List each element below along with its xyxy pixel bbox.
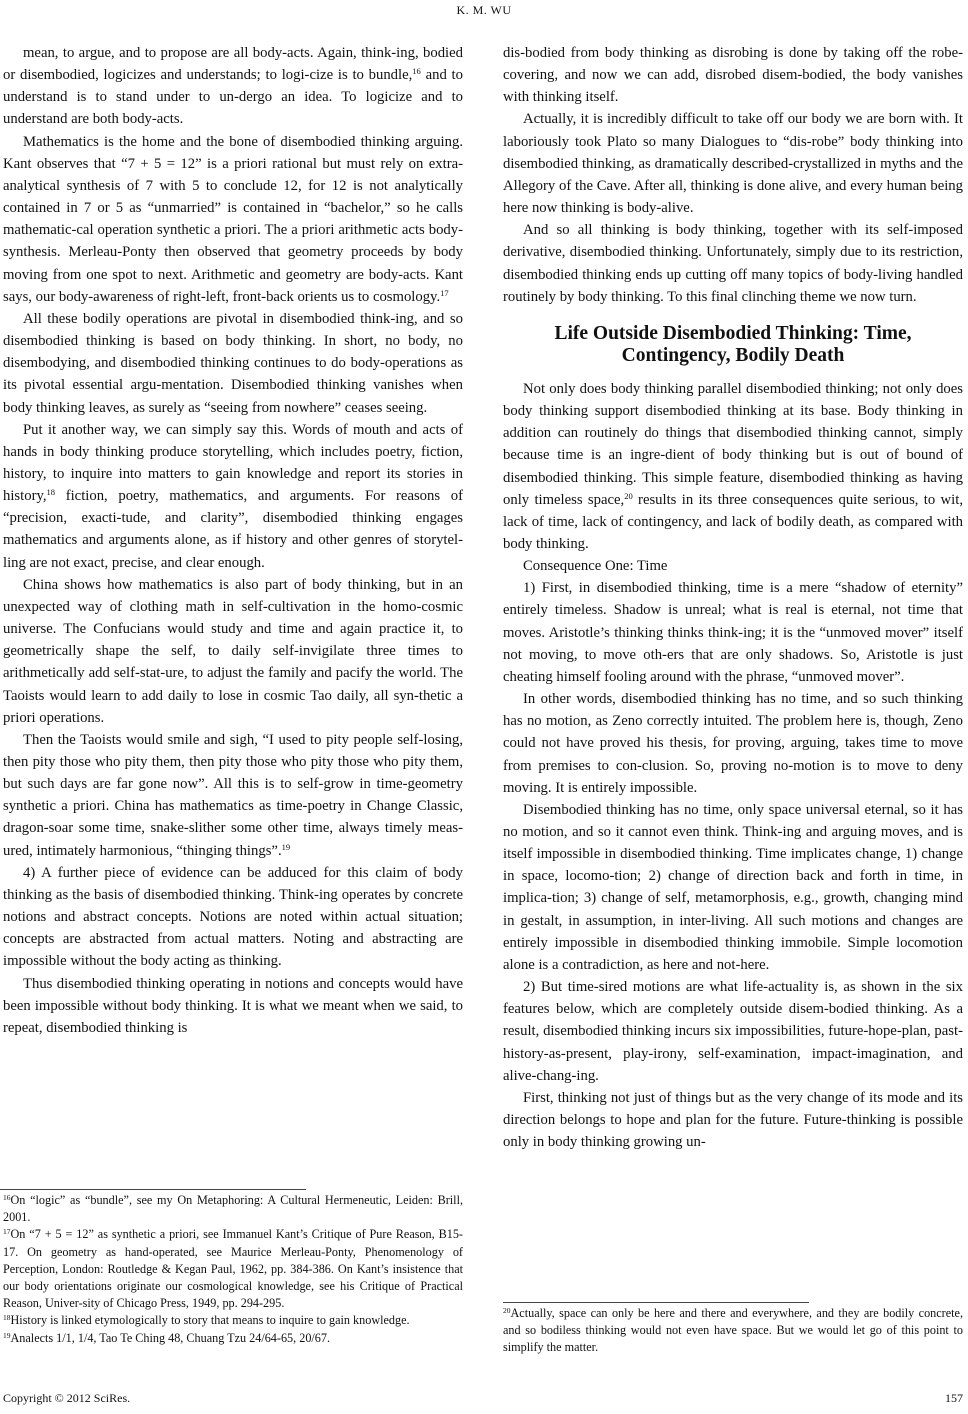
paragraph: In other words, disembodied thinking has no time, and so such thinking has no motion, as Zeno correctly intuited. The problem here is, though, Zeno could not have proved his thesis, for proving, arguing, takes time to move from premises to con-clusion. So, proving no-motion is to move to deny moving. It is entirely impossible. bbox=[503, 691, 963, 796]
section-heading: Life Outside Disembodied Thinking: Time, Contingency, Bodily Death bbox=[554, 322, 912, 366]
paragraph: 1) First, in disembodied thinking, time is a mere “shadow of eternity” entirely timeless. Shadow is unreal; what is real is eternal, not time that moves. Aristotle’s thinking thinks think-ing; it is the “unmoved mover” itself not moving, to move oth-ers that are only shadows. So, Aristotle is just cheating himself fooling around with the phrase, “unmoved mover”. bbox=[503, 580, 963, 685]
paragraph: Then the Taoists would smile and sigh, “I used to pity people self-losing, then pity those who pity them, then pity those who pity those who pity them, but such days are far gone now”. All this is to self-grow in time-geometry synthetic a priori. China has mathematics as time-poetry in Change Classic, dragon-soar some time, snake-slither some other time, always timely meas-ured, intimately harmonious, “thinging things”.$^{19}$ bbox=[3, 731, 463, 859]
footnote-marker: 16 bbox=[412, 66, 421, 77]
paragraph: 4) A further piece of evidence can be adduced for this claim of body thinking as the basis of disembodied thinking. Think-ing operates by concrete notions and abstract concepts. Notions are noted within actual situation; concepts are abstracted from actual matters. Noting and abstracting are impossible without the body acting as thinking. bbox=[3, 864, 463, 970]
footnote-divider bbox=[503, 1302, 809, 1303]
paragraph: mean, to argue, and to propose are all body-acts. Again, think-ing, bodied or disembodied, logicizes and understands; to logi-cize is to bundle,$^{16}$ and to understand is to stand under to un-dergo an idea. To logicize and to understand are both body-acts. bbox=[3, 45, 463, 128]
paragraph: Actually, it is incredibly difficult to take off our body we are born with. It laboriously took Plato so many Dialogues to “dis-robe” body thinking into disembodied thinking, as dramatically described-crystallized in myths and the Allegory of the Cave. After all, thinking is done alive, and every human being here now thinking is body-alive. bbox=[503, 111, 963, 217]
footnote-marker: 17 bbox=[440, 287, 449, 298]
footnotes-right bbox=[503, 1305, 963, 1357]
footnote-divider bbox=[0, 1189, 306, 1190]
paragraph: Put it another way, we can simply say this. Words of mouth and acts of hands in body thinking produce storytelling, which includes poetry, fiction, history, to inquire into matters to gain knowledge and report its stories in history,$^{18}$ fiction, poetry, mathematics, and arguments. For reasons of “precision, exacti-tude, and clarity”, disembodied thinking engages mathematics and arguments alone, as if history and other genres of storytel-ling are not exact, precise, and clear enough. bbox=[3, 421, 463, 571]
paragraph: 2) But time-sired motions are what life-actuality is, as shown in the six features below, which are completely outside disem-bodied thinking. As a result, disembodied thinking incurs six impossibilities, future-hope-plan, past-history-as-present, play-irony, self-examination, impact-imagination, and alive-chang-ing. bbox=[503, 979, 963, 1084]
footnote: $^{17}$On “7 + 5 = 12” as synthetic a priori, see Immanuel Kant’s Critique of Pure Reason, B15-17. On geometry as hand-operated, see Maurice Merleau-Ponty, Phenomenology of Perception, London: Routledge & Kegan Paul, 1962, pp. 384-386. On Kant’s insistence that our body orientations originate our cosmological knowledge, see his Critique of Practical Reason, Univer-sity of Chicago Press, 1949, pp. 294-295. bbox=[3, 1227, 463, 1311]
right-column bbox=[503, 42, 963, 1153]
footnote-marker: 20 bbox=[624, 490, 633, 501]
footnote-marker: 18 bbox=[46, 487, 56, 498]
page-number: 157 bbox=[945, 1391, 963, 1405]
paragraph: And so all thinking is body thinking, together with its self-imposed derivative, disembodied thinking. Unfortunately, simply due to its restriction, disembodied thinking ends up cutting off many topics of body-living handled routinely by body thinking. To this final clinching theme we now turn. bbox=[503, 222, 963, 305]
paragraph: dis-bodied from body thinking as disrobing is done by taking off the robe-covering, and now we can add, disrobed disem-bodied, the body vanishes with thinking itself. bbox=[503, 45, 963, 106]
paragraph: China shows how mathematics is also part of body thinking, but in an unexpected way of clothing math in self-cultivation in the homo-cosmic universe. The Confucians would study and time and again practice it, to geometrically shape the self, to daily self-invigilate three times to arithmetically add self-stat-ure, to adjust the family and pacify the world. The Taoists would learn to add daily to lose in cosmic Tao daily, all syn-thetic a priori operations. bbox=[3, 576, 463, 726]
footnote-marker: 19 bbox=[281, 841, 291, 852]
footnote: $^{16}$On “logic” as “bundle”, see my On Metaphoring: A Cultural Hermeneutic, Leiden: Brill, 2001. bbox=[3, 1193, 463, 1225]
running-header: K. M. WU bbox=[456, 3, 512, 17]
footnote: $^{19}$Analects 1/1, 1/4, Tao Te Ching 48, Chuang Tzu 24/64-65, 20/67. bbox=[3, 1330, 331, 1345]
paragraph: First, thinking not just of things but as the very change of its mode and its direction belongs to hope and plan for the future. Future-thinking is possible only in body thinking growing un- bbox=[503, 1089, 963, 1151]
footnotes-left bbox=[3, 1192, 463, 1347]
paragraph: Disembodied thinking has no time, only space universal eternal, so it has no motion, and so it cannot even think. Think-ing and arguing moves, and is itself impossible in disembodied thinking. Time implicates change, 1) change in space, locomo-tion; 2) change of direction back and forth in time, in implica-tion; 3) change of self, metamorphosis, e.g., growth, changing mind in gestalt, in assumption, in inter-living. All such motions and changes are entirely impossible in disembodied thinking immobile. Simple locomotion alone is a contradiction, as here and not-here. bbox=[503, 801, 963, 973]
subsection-label: Consequence One: Time bbox=[523, 558, 668, 575]
footnote: $^{18}$History is linked etymologically to story that means to inquire to gain knowledge. bbox=[3, 1313, 410, 1328]
paragraph: Not only does body thinking parallel disembodied thinking; not only does body thinking support disembodied thinking at its base. Body thinking in addition can routinely do things that disembodied thinking cannot, simply because time is an ingre-dient of body thinking but is out of bound of disembodied thinking. This simple feature, disembodied thinking as having only timeless space,$^{20}$ results in its three consequences quite serious, to wit, lack of time, lack of contingency, and lack of bodily death, as compared with body thinking. bbox=[503, 380, 963, 552]
paragraph: All these bodily operations are pivotal in disembodied think-ing, and so disembodied thinking is based on body thinking. In short, no body, no disembodying, and disembodied thinking continues to do body-operations as its pivotal essential argu-mentation. Disembodied thinking vanishes when body thinking leaves, as surely as “seeing from nowhere” ceases seeing. bbox=[3, 310, 463, 416]
paragraph: Mathematics is the home and the bone of disembodied thinking arguing. Kant observes that “7 + 5 = 12” is a priori rational but must rely on extra-analytical synthesis of 7 with 5 to conclude 12, for 12 is not analytically contained in 7 or 5 as “unmarried” is contained in “bachelor,” so he calls mathematic-cal operation synthetic a priori. The a priori arithmetic acts body-synthesis. Merleau-Ponty then observed that geometry proceeds by body moving from one spot to next. Arithmetic and geometry are body-acts. Kant says, our body-awareness of right-left, front-back orients us to cosmology.$^{17}$ bbox=[3, 133, 463, 305]
copyright-notice: Copyright © 2012 SciRes. bbox=[3, 1391, 131, 1405]
footnote: $^{20}$Actually, space can only be here and there and everywhere, and they are bodily concrete, and so bodiless thinking would not even have space. But we would let go of this point to simplify the matter. bbox=[503, 1306, 963, 1355]
left-column bbox=[3, 42, 463, 1039]
paragraph: Thus disembodied thinking operating in notions and concepts would have been impossible without body thinking. It is what we meant when we said, to repeat, disembodied thinking is bbox=[3, 975, 463, 1036]
